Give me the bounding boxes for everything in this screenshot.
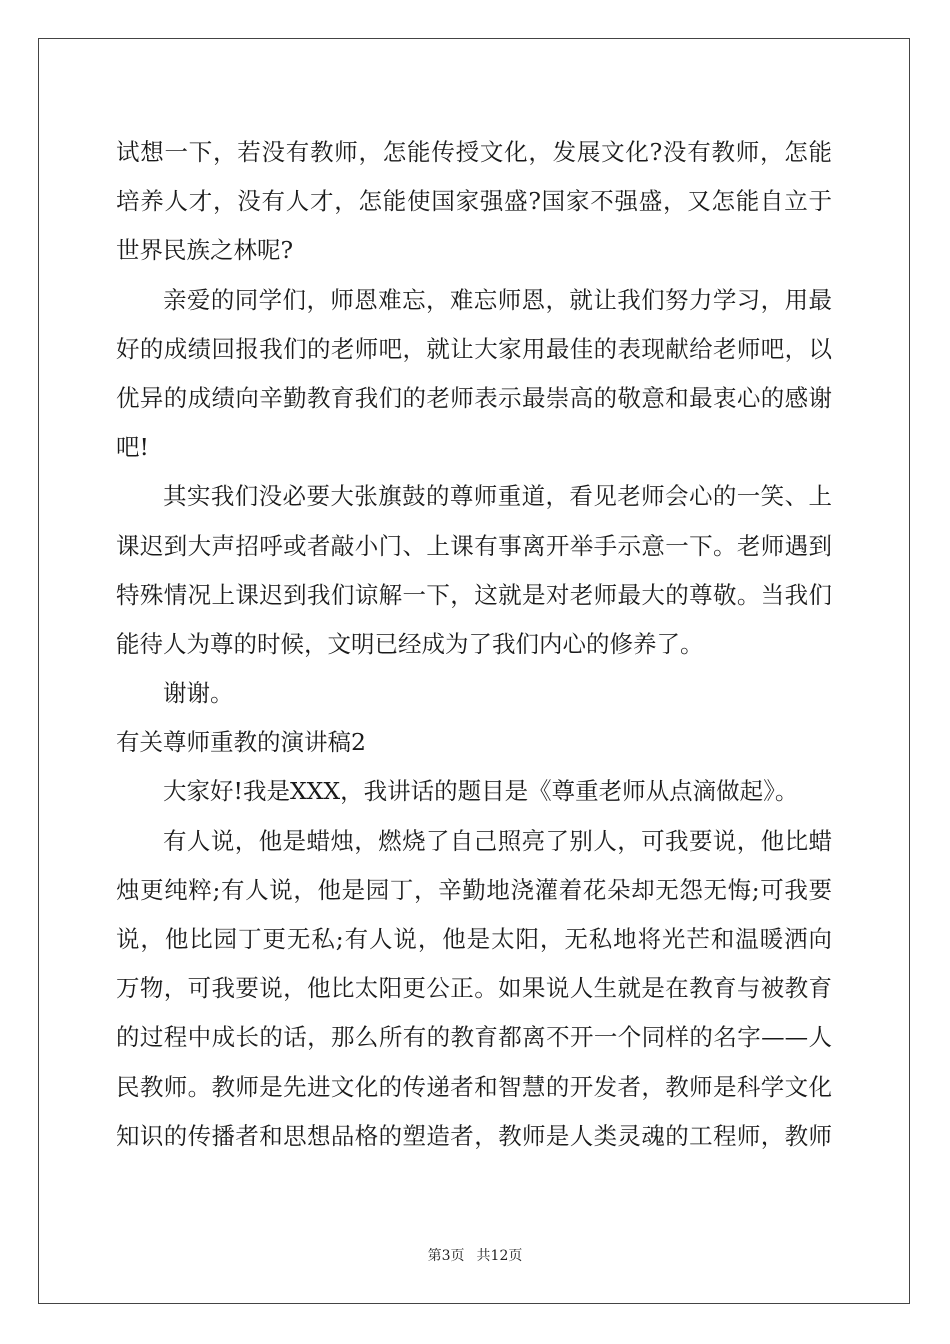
text-line: 好的成绩回报我们的老师吧，就让大家用最佳的表现献给老师吧，以 <box>116 334 832 363</box>
text-line: 亲爱的同学们，师恩难忘，难忘师恩，就让我们努力学习，用最 <box>163 285 832 314</box>
text-line: 有人说，他是蜡烛，燃烧了自己照亮了别人，可我要说，他比蜡 <box>163 826 832 855</box>
text-line: 优异的成绩向辛勤教育我们的老师表示最崇高的敬意和最衷心的感谢 <box>116 383 832 412</box>
text-line: 万物，可我要说，他比太阳更公正。如果说人生就是在教育与被教育 <box>116 974 832 1003</box>
section-heading: 有关尊师重教的演讲稿2 <box>116 728 366 757</box>
text-line: 吧! <box>116 433 149 462</box>
page-footer <box>0 1245 950 1265</box>
text-line: 民教师。教师是先进文化的传递者和智慧的开发者，教师是科学文化 <box>116 1072 832 1101</box>
text-line: 试想一下，若没有教师，怎能传授文化，发展文化?没有教师，怎能 <box>116 138 832 166</box>
text-line: 的过程中成长的话，那么所有的教育都离不开一个同样的名字——人 <box>116 1023 832 1052</box>
text-line: 谢谢。 <box>163 679 234 708</box>
text-line: 特殊情况上课迟到我们谅解一下，这就是对老师最大的尊敬。当我们 <box>116 580 832 609</box>
text-line: 大家好!我是XXX，我讲话的题目是《尊重老师从点滴做起》。 <box>163 777 799 806</box>
page-number: 第3页 <box>427 1248 465 1264</box>
text-line: 世界民族之林呢? <box>116 236 294 265</box>
text-line: 课迟到大声招呼或者敲小门、上课有事离开举手示意一下。老师遇到 <box>116 531 832 560</box>
text-line: 知识的传播者和思想品格的塑造者，教师是人类灵魂的工程师，教师 <box>116 1121 832 1150</box>
text-line: 能待人为尊的时候，文明已经成为了我们内心的修养了。 <box>116 629 704 658</box>
text-line: 培养人才，没有人才，怎能使国家强盛?国家不强盛，又怎能自立于 <box>116 187 832 216</box>
page-total: 共12页 <box>476 1248 523 1264</box>
text-line: 其实我们没必要大张旗鼓的尊师重道，看见老师会心的一笑、上 <box>163 482 832 511</box>
text-line: 烛更纯粹;有人说，他是园丁，辛勤地浇灌着花朵却无怨无悔;可我要 <box>116 875 832 904</box>
text-line: 说，他比园丁更无私;有人说，他是太阳，无私地将光芒和温暖洒向 <box>116 925 832 953</box>
document-body <box>116 128 832 1161</box>
